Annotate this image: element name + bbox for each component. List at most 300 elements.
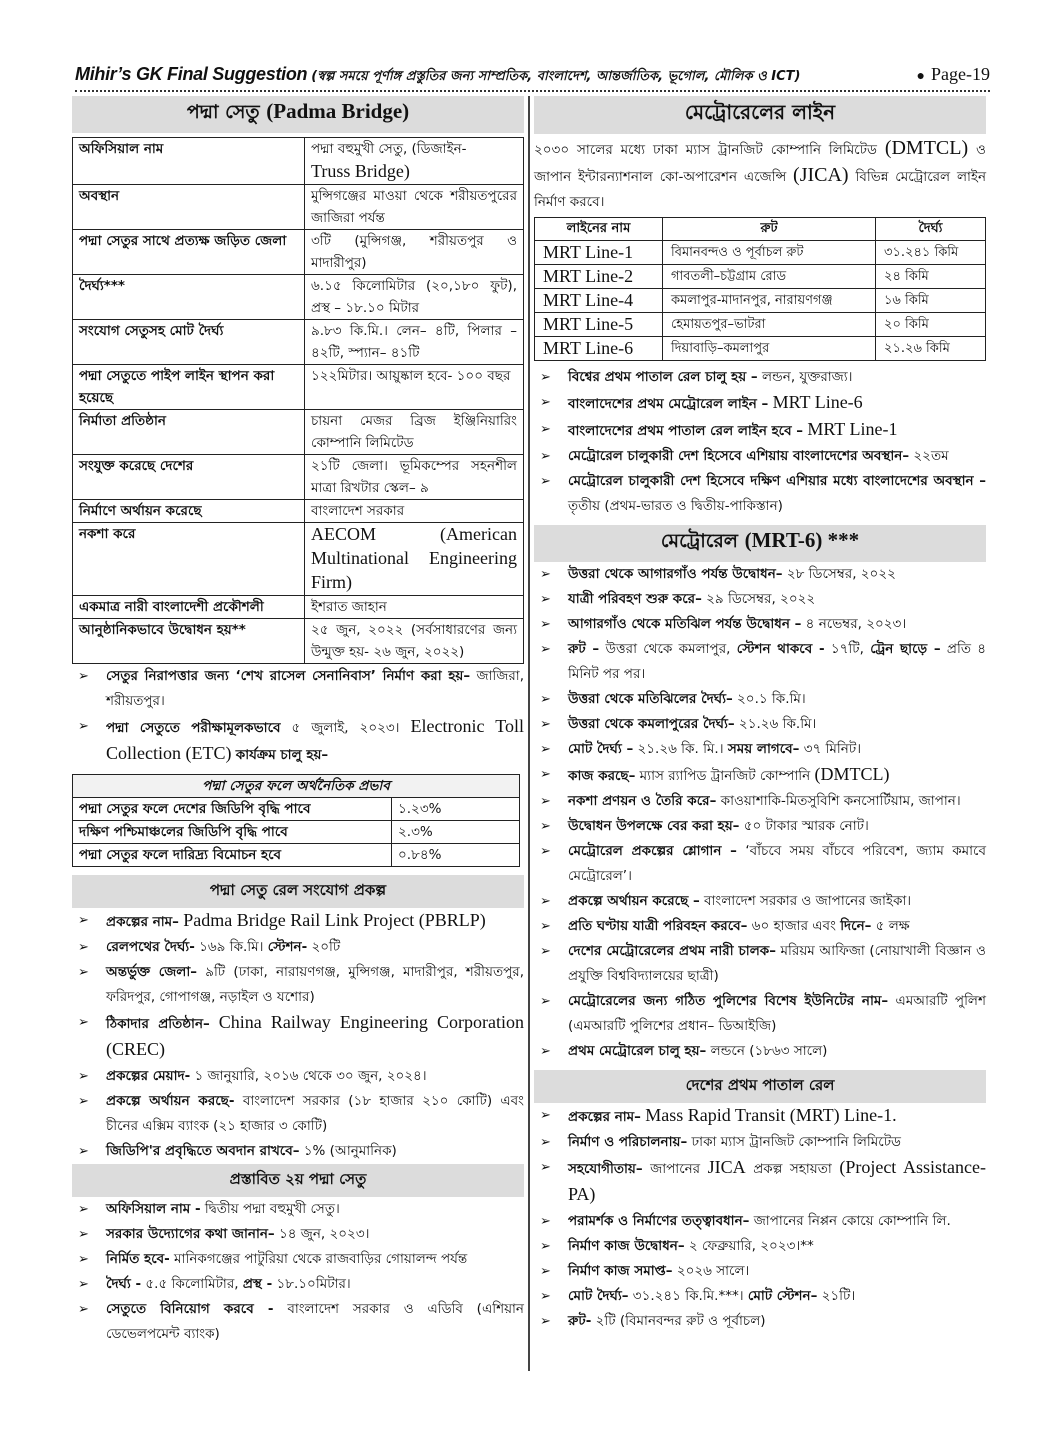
arrowhead-right-icon: ➢: [540, 742, 551, 757]
list-item: [534, 989, 986, 1039]
item-label: উত্তরা থেকে মতিঝিলের দৈর্ঘ্য–: [568, 691, 733, 707]
table-row: [73, 619, 524, 664]
header-title: [75, 64, 800, 88]
item-value: ২১.২৬ কি. মি.।: [637, 741, 724, 757]
arrowhead-right-icon: ➢: [540, 1314, 551, 1329]
item-label: নির্মাণ কাজ সমাপ্ত–: [568, 1263, 673, 1279]
title-en: (MRT-6) ***: [744, 528, 860, 552]
row-label: নির্মাতা প্রতিষ্ঠান: [73, 410, 305, 455]
item-value: MRT Line-1: [807, 419, 898, 439]
item-label: উদ্বোধন উপলক্ষে বের করা হয়–: [568, 818, 740, 834]
list-item: [72, 935, 524, 960]
table-row: [535, 337, 986, 361]
arrowhead-right-icon: ➢: [540, 642, 551, 657]
item-label: কার্যক্রম চালু হয়–: [235, 747, 329, 763]
line-route: বিমানবন্দও ও পূর্বাচল রুট: [663, 241, 876, 265]
table-caption-row: [73, 775, 520, 798]
item-value: দ্বিতীয় পদ্মা বহুমুখী সেতু।: [204, 1201, 340, 1217]
impact-value: ১.২৩%: [392, 798, 520, 821]
line-name: MRT Line-5: [535, 313, 663, 337]
list-item: [72, 1272, 524, 1297]
line-length: ৩১.২৪১ কিমি: [876, 241, 986, 265]
item-value: বাংলাদেশ সরকার (১৮ হাজার ২১০ কোটি) এবং চীনের এক্সিম ব্যাংক (২১ হাজার ৩ কোটি): [106, 1093, 524, 1134]
item-value: জাপানের: [650, 1161, 701, 1177]
item-label: প্রতি ঘণ্টায় যাত্রী পরিবহন করবে–: [568, 918, 748, 934]
arrowhead-right-icon: ➢: [540, 844, 551, 859]
item-value: ৫ লক্ষ: [875, 918, 910, 934]
item-label: কাজ করছে–: [568, 768, 636, 784]
arrowhead-right-icon: ➢: [540, 1160, 551, 1175]
item-label: ট্রেন ছাড়ে –: [870, 641, 941, 657]
item-label: প্রকল্পের নাম–: [106, 914, 179, 930]
right-column: [534, 96, 986, 1334]
item-label: দৈর্ঘ্য -: [106, 1276, 142, 1292]
mrt6-bullets: [534, 562, 986, 1064]
row-value: [305, 320, 524, 365]
table-row: [535, 289, 986, 313]
item-label: অফিসিয়াল নাম -: [106, 1201, 201, 1217]
item-value: প্রকল্প সহায়তা: [753, 1161, 832, 1177]
list-item: [72, 714, 524, 768]
arrowhead-right-icon: ➢: [540, 1108, 551, 1123]
list-item: [72, 1197, 524, 1222]
second-padma-bullets: [72, 1197, 524, 1347]
table-row: [73, 596, 524, 619]
list-item: [534, 1309, 986, 1334]
item-label: নির্মাণ ও পরিচালনায়–: [568, 1134, 688, 1150]
arrowhead-right-icon: ➢: [540, 1044, 551, 1059]
arrowhead-right-icon: ➢: [540, 449, 551, 464]
item-label: অন্তর্ভুক্ত জেলা–: [106, 964, 198, 980]
item-value: ২৮ ডিসেম্বর, ২০২২: [786, 566, 896, 582]
item-label: বিশ্বের প্রথম পাতাল রেল চালু হয় –: [568, 369, 758, 385]
impact-value: ০.৮৪%: [392, 844, 520, 867]
item-label: বাংলাদেশের প্রথম পাতাল রেল লাইন হবে –: [568, 423, 804, 439]
arrowhead-right-icon: ➢: [540, 1289, 551, 1304]
arrowhead-right-icon: ➢: [540, 819, 551, 834]
list-item: [534, 789, 986, 814]
item-value: কাওয়াশাকি-মিতসুবিশি কনসোর্টিয়াম, জাপান।: [720, 793, 961, 809]
item-value: (Project Assistance- PA): [568, 1157, 987, 1204]
arrowhead-right-icon: ➢: [78, 1069, 89, 1084]
arrowhead-right-icon: ➢: [78, 940, 89, 955]
item-label: সেতুর নিরাপত্তার জন্য ‘শেখ রাসেল সেনানিবাস’ নির্মাণ করা হয়–: [106, 668, 471, 684]
row-value: [305, 410, 524, 455]
impact-caption: পদ্মা সেতুর ফলে অর্থনৈতিক প্রভাব: [73, 775, 520, 798]
list-item: [72, 1222, 524, 1247]
padma-info-table: [72, 137, 524, 664]
item-label: আগারগাঁও থেকে মতিঝিল পর্যন্ত উদ্বোধন –: [568, 616, 802, 632]
list-item: [72, 1089, 524, 1139]
value-text: পদ্মা বহুমুখী সেতু, (ডিজাইন-: [311, 141, 467, 157]
item-value: জাজিরা, শরীয়তপুর।: [106, 668, 525, 709]
item-label: প্রকল্পে অর্থায়ন করছে-: [106, 1093, 235, 1109]
list-item: [534, 469, 986, 519]
arrowhead-right-icon: ➢: [540, 919, 551, 934]
item-label: যাত্রী পরিবহণ শুরু করে–: [568, 591, 702, 607]
table-row: [73, 455, 524, 500]
arrowhead-right-icon: ➢: [540, 567, 551, 582]
arrowhead-right-icon: ➢: [540, 474, 551, 489]
intro-dmtcl: (DMTCL): [884, 137, 969, 159]
list-item: [534, 939, 986, 989]
item-value: ৬০ হাজার এবং: [751, 918, 836, 934]
intro-text: ও জাপান ইন্টারন্যাশনাল কো-অপারেশন এজেন্সি: [534, 142, 986, 185]
row-label: দৈর্ঘ্য***: [73, 275, 305, 320]
row-label: সংযোগ সেতুসহ মোট দৈর্ঘ্য: [73, 320, 305, 365]
list-item: [72, 1064, 524, 1089]
impact-label: পদ্মা সেতুর ফলে দেশের জিডিপি বৃদ্ধি পাবে: [73, 798, 392, 821]
table-row: [73, 185, 524, 230]
metro-line-bullets: [534, 365, 986, 519]
item-value: ৯টি (ঢাকা, নারায়ণগঞ্জ, মুন্সিগঞ্জ, মাদারীপুর, শরীয়তপুর, ফরিদপুর, গোপাগঞ্জ, নড়াইল ও যশোর): [106, 964, 525, 1005]
list-item: [534, 1103, 986, 1130]
item-label: মেট্রোরেল চালুকারী দেশ হিসেবে এশিয়ায় বাংলাদেশের অবস্থান–: [568, 448, 910, 464]
list-item: [534, 637, 986, 687]
line-length: ২৪ কিমি: [876, 265, 986, 289]
row-value: [305, 185, 524, 230]
item-label: মোট স্টেশন–: [747, 1288, 818, 1304]
item-value: তৃতীয় (প্রথম-ভারত ও দ্বিতীয়-পাকিস্তান): [568, 498, 783, 514]
arrowhead-right-icon: ➢: [540, 944, 551, 959]
value-text: ৩টি (মুন্সিগঞ্জ, শরীয়তপুর ও মাদারীপুর): [311, 233, 517, 271]
table-row: [535, 241, 986, 265]
mrt-lines-table: [534, 217, 986, 361]
item-label: প্রকল্পের মেয়াদ-: [106, 1068, 191, 1084]
metro-intro: [534, 136, 986, 215]
item-value: উত্তরা থেকে কমলাপুর,: [605, 641, 731, 657]
arrowhead-right-icon: ➢: [540, 1135, 551, 1150]
arrowhead-right-icon: ➢: [540, 617, 551, 632]
list-item: [534, 737, 986, 762]
table-row: [535, 313, 986, 337]
line-name: MRT Line-1: [535, 241, 663, 265]
table-row: [73, 798, 520, 821]
list-item: [534, 1234, 986, 1259]
section-title-second-padma: প্রস্তাবিত ২য় পদ্মা সেতু: [72, 1164, 524, 1197]
item-label: মোট দৈর্ঘ্য–: [568, 1288, 629, 1304]
title-bn: পদ্মা সেতু: [186, 101, 260, 123]
item-value: মরিয়ম আফিজা (নোয়াখালী বিজ্ঞান ও প্রযুক্তি বিশ্ববিদ্যালয়ের ছাত্রী): [568, 943, 986, 984]
table-row: [73, 821, 520, 844]
list-item: [534, 365, 986, 390]
row-value: [305, 596, 524, 619]
row-label: নির্মাণে অর্থায়ন করেছে: [73, 500, 305, 523]
list-item: [72, 1010, 524, 1064]
item-label: রেলপথের দৈর্ঘ্য-: [106, 939, 195, 955]
item-value: ১৭টি,: [830, 641, 864, 657]
item-value: ১ জানুয়ারি, ২০১৬ থেকে ৩০ জুন, ২০২৪।: [194, 1068, 427, 1084]
value-text: ৯.৮৩ কি.মি.। লেন– ৪টি, পিলার – ৪২টি, স্প্যান– ৪১টি: [311, 323, 517, 361]
row-label: অবস্থান: [73, 185, 305, 230]
line-route: গাবতলী–চট্টগ্রাম রোড: [663, 265, 876, 289]
list-item: [534, 1039, 986, 1064]
row-value: [305, 523, 524, 596]
value-text: বাংলাদেশ সরকার: [311, 503, 405, 519]
impact-value: ২.৩%: [392, 821, 520, 844]
section-title-padma-bridge: [72, 96, 524, 133]
arrowhead-right-icon: ➢: [540, 395, 551, 410]
item-label: প্রকল্পে অর্থায়ন করেছে –: [568, 893, 700, 909]
intro-text: ২০৩০ সালের মধ্যে ঢাকা ম্যাস ট্রানজিট কোম্পানি লিমিটেড: [534, 142, 877, 158]
item-value: ৫.৫ কিলোমিটার,: [145, 1276, 239, 1292]
arrowhead-right-icon: ➢: [78, 719, 89, 734]
item-label: সময় লাগবে–: [727, 741, 800, 757]
item-label: পরামর্শক ও নির্মাণের তত্ত্বাবধান–: [568, 1213, 750, 1229]
item-label: নির্মিত হবে-: [106, 1251, 170, 1267]
arrowhead-right-icon: ➢: [78, 1094, 89, 1109]
arrowhead-right-icon: ➢: [540, 717, 551, 732]
list-item: [534, 587, 986, 612]
row-label: পদ্মা সেতুতে পাইপ লাইন স্থাপন করা হয়েছে: [73, 365, 305, 410]
arrowhead-right-icon: ➢: [78, 1227, 89, 1242]
item-value: JICA: [707, 1157, 746, 1177]
line-name: MRT Line-6: [535, 337, 663, 361]
underground-bullets: [534, 1103, 986, 1334]
table-header-row: [535, 218, 986, 241]
line-name: MRT Line-4: [535, 289, 663, 313]
item-value: ২টি (বিমানবন্দর রুট ও পূর্বাচল): [595, 1313, 766, 1329]
item-label: মেট্রোরেল চালুকারী দেশ হিসেবে দক্ষিণ এশিয়ার মধ্যে বাংলাদেশের অবস্থান –: [568, 473, 986, 489]
item-label: দিনে–: [840, 918, 872, 934]
list-item: [534, 390, 986, 417]
line-length: ১৬ কিমি: [876, 289, 986, 313]
value-text: মুন্সিগঞ্জের মাওয়া থেকে শরীয়তপুরের জাজিরা পর্যন্ত: [311, 188, 517, 226]
table-row: [73, 230, 524, 275]
item-value: জাপানের নিপ্পন কোয়ে কোম্পানি লি.: [753, 1213, 951, 1229]
list-item: [72, 664, 524, 714]
item-label: বাংলাদেশের প্রথম মেট্রোরেল লাইন –: [568, 396, 769, 412]
item-value: ১% (আনুমানিক): [303, 1143, 397, 1159]
list-item: [534, 839, 986, 889]
line-route: হেমায়তপুর–ভাটরা: [663, 313, 876, 337]
arrowhead-right-icon: ➢: [540, 422, 551, 437]
item-value: ১৮.১০মিটার।: [276, 1276, 351, 1292]
arrowhead-right-icon: ➢: [540, 1239, 551, 1254]
arrowhead-right-icon: ➢: [540, 1214, 551, 1229]
item-value: ঢাকা ম্যাস ট্রানজিট কোম্পানি লিমিটেড: [691, 1134, 901, 1150]
item-value: ২০টি: [311, 939, 341, 955]
item-label: ঠিকাদার প্রতিষ্ঠান–: [106, 1016, 210, 1032]
column-divider: [528, 96, 530, 1371]
item-value: ৩১.২৪১ কি.মি.***।: [632, 1288, 744, 1304]
row-label: সংযুক্ত করেছে দেশের: [73, 455, 305, 500]
list-item: [72, 960, 524, 1010]
arrowhead-right-icon: ➢: [78, 1252, 89, 1267]
row-label: অফিসিয়াল নাম: [73, 138, 305, 185]
item-label: সেতুতে বিনিয়োগ করবে -: [106, 1301, 274, 1317]
item-value: ৫ জুলাই, ২০২৩।: [291, 720, 400, 736]
arrowhead-right-icon: ➢: [78, 1015, 89, 1030]
item-label: সরকার উদ্যোগের কথা জানান–: [106, 1226, 275, 1242]
page-header: [75, 64, 990, 92]
table-row: [73, 523, 524, 596]
value-text: ইশরাত জাহান: [311, 599, 387, 615]
item-label: রুট-: [568, 1313, 592, 1329]
item-value: ‘বাঁচবে সময় বাঁচবে পরিবেশ, জ্যাম কমাবে মেট্রোরেল’।: [568, 843, 986, 884]
list-item: [534, 889, 986, 914]
row-label: একমাত্র নারী বাংলাদেশী প্রকৌশলী: [73, 596, 305, 619]
list-item: [72, 1297, 524, 1347]
list-item: [534, 687, 986, 712]
arrowhead-right-icon: ➢: [540, 1264, 551, 1279]
item-value: (DMTCL): [814, 764, 890, 784]
item-value: ২০.১ কি.মি।: [737, 691, 806, 707]
impact-label: দক্ষিণ পশ্চিমাঞ্চলের জিডিপি বৃদ্ধি পাবে: [73, 821, 392, 844]
list-item: [534, 1259, 986, 1284]
item-label: উত্তরা থেকে আগারগাঁও পর্যন্ত উদ্বোধন–: [568, 566, 783, 582]
table-row: [73, 138, 524, 185]
arrowhead-right-icon: ➢: [540, 592, 551, 607]
header-subtitle: (স্বল্প সময়ে পূর্ণাঙ্গ প্রস্তুতির জন্য সাম্প্রতিক, বাংলাদেশ, আন্তর্জাতিক, ভূগোল, মৌলিক ও ICT): [311, 69, 801, 84]
item-value: ৫০ টাকার স্মারক নোট।: [743, 818, 869, 834]
list-item: [534, 612, 986, 637]
item-value: প্রতি ৪ মিনিট পর পর।: [568, 641, 987, 682]
item-label: নকশা প্রণয়ন ও তৈরি করে–: [568, 793, 717, 809]
arrowhead-right-icon: ➢: [78, 913, 89, 928]
item-value: ৩৭ মিনিট।: [803, 741, 862, 757]
item-value: ২২তম: [913, 448, 949, 464]
title-bn: মেট্রোরেল: [660, 530, 738, 552]
item-label: মেট্রোরেল প্রকল্পের শ্লোগান –: [568, 843, 737, 859]
row-value: [305, 230, 524, 275]
item-value: Mass Rapid Transit (MRT) Line-1.: [645, 1105, 897, 1125]
section-title-mrt6: [534, 525, 986, 562]
table-row: [73, 365, 524, 410]
intro-text: বিভিন্ন মেট্রোরেল লাইন নির্মাণ করবে।: [534, 169, 987, 210]
item-value: ১৬৯ কি.মি।: [199, 939, 264, 955]
item-label: নির্মাণ কাজ উদ্বোধন–: [568, 1238, 685, 1254]
item-label: উত্তরা থেকে কমলাপুরের দৈর্ঘ্য–: [568, 716, 735, 732]
left-column: [72, 96, 524, 1347]
item-label: রুট –: [568, 641, 600, 657]
item-value: ৪ নভেম্বর, ২০২৩।: [805, 616, 907, 632]
item-value: মানিকগঞ্জের পাটুরিয়া থেকে রাজবাড়ির গোয়ালন্দ পর্যন্ত: [174, 1251, 468, 1267]
item-value: লন্ডনে (১৮৬৩ সালে): [710, 1043, 828, 1059]
row-value: [305, 138, 524, 185]
item-label: স্টেশন থাকবে -: [736, 641, 825, 657]
arrowhead-right-icon: ➢: [78, 1202, 89, 1217]
table-row: [73, 410, 524, 455]
table-row: [73, 320, 524, 365]
section-title-rail-link: পদ্মা সেতু রেল সংযোগ প্রকল্প: [72, 875, 524, 908]
row-value: [305, 500, 524, 523]
list-item: [534, 417, 986, 444]
list-item: [534, 914, 986, 939]
title-en: (Padma Bridge): [266, 99, 410, 123]
row-value: [305, 365, 524, 410]
padma-bullets: [72, 664, 524, 768]
page-number: [917, 64, 990, 85]
column-header: দৈর্ঘ্য: [876, 218, 986, 241]
rail-link-bullets: [72, 908, 524, 1164]
item-value: ম্যাস র‍্যাপিড ট্রানজিট কোম্পানি: [639, 768, 811, 784]
item-value: MRT Line-6: [772, 392, 863, 412]
item-value: এমআরটি পুলিশ (এমআরটি পুলিশের প্রধান– ডিআইজি): [568, 993, 986, 1034]
row-label: পদ্মা সেতুর সাথে প্রত্যক্ষ জড়িত জেলা: [73, 230, 305, 275]
list-item: [534, 1284, 986, 1309]
arrowhead-right-icon: ➢: [540, 692, 551, 707]
item-value: ২ ফেব্রুয়ারি, ২০২৩।**: [688, 1238, 814, 1254]
arrowhead-right-icon: ➢: [78, 965, 89, 980]
item-value: বাংলাদেশ সরকার ও এডিবি (এশিয়ান ডেভেলপমেন্ট ব্যাংক): [106, 1301, 524, 1342]
list-item: [534, 1130, 986, 1155]
item-value: China Railway Engineering Corporation (CREC): [106, 1012, 525, 1059]
value-text: চায়না মেজর ব্রিজ ইঞ্জিনিয়ারিং কোম্পানি লিমিটেড: [311, 413, 517, 451]
item-label: প্রথম মেট্রোরেল চালু হয়–: [568, 1043, 707, 1059]
arrowhead-right-icon: ➢: [540, 794, 551, 809]
table-row: [73, 844, 520, 867]
item-value: ২৯ ডিসেম্বর, ২০২২: [706, 591, 816, 607]
value-text: ৬.১৫ কিলোমিটার (২০,১৮০ ফুট), প্রস্থ – ১৮.১০ মিটার: [311, 278, 517, 316]
value-text: ২১টি জেলা। ভূমিকম্পের সহনশীল মাত্রা রিখটার স্কেল– ৯: [311, 458, 517, 496]
line-name: MRT Line-2: [535, 265, 663, 289]
item-label: সহযোগীতায়–: [568, 1161, 643, 1177]
list-item: [534, 814, 986, 839]
line-length: ২০ কিমি: [876, 313, 986, 337]
value-en: Truss Bridge): [311, 161, 410, 181]
bullet-dot-icon: ●: [916, 69, 926, 84]
list-item: [534, 1209, 986, 1234]
line-route: দিয়াবাড়ি–কমলাপুর: [663, 337, 876, 361]
row-label: আনুষ্ঠানিকভাবে উদ্বোধন হয়**: [73, 619, 305, 664]
list-item: [72, 1247, 524, 1272]
row-label: নকশা করে: [73, 523, 305, 596]
item-label: মোট দৈর্ঘ্য –: [568, 741, 634, 757]
impact-label: পদ্মা সেতুর ফলে দারিদ্র্য বিমোচন হবে: [73, 844, 392, 867]
item-value: ২০২৬ সালে।: [676, 1263, 750, 1279]
item-value: ১৪ জুন, ২০২৩।: [278, 1226, 370, 1242]
item-value: বাংলাদেশ সরকার ও জাপানের জাইকা।: [704, 893, 912, 909]
item-value: লন্ডন, যুক্তরাজ্য।: [761, 369, 853, 385]
item-label: প্রস্থ -: [242, 1276, 273, 1292]
list-item: [534, 1155, 986, 1209]
list-item: [534, 562, 986, 587]
page-label: Page-19: [931, 64, 990, 84]
arrowhead-right-icon: ➢: [78, 1144, 89, 1159]
economic-impact-table: [72, 774, 520, 867]
item-label: স্টেশন-: [267, 939, 308, 955]
table-row: [73, 275, 524, 320]
brand-title: Mihir’s GK Final Suggestion: [75, 64, 308, 84]
row-value: [305, 275, 524, 320]
intro-jica: (JICA): [793, 164, 849, 186]
list-item: [534, 712, 986, 737]
item-value: ২১.২৬ কি.মি।: [738, 716, 817, 732]
item-label: মেট্রোরেলের জন্য গঠিত পুলিশের বিশেষ ইউনিটের নাম–: [568, 993, 889, 1009]
value-en: AECOM (American Multinational Engineering Firm): [311, 524, 517, 592]
line-route: কমলাপুর-মাদানপুর, নারায়ণগঞ্জ: [663, 289, 876, 313]
item-label: জিডিপি'র প্রবৃদ্ধিতে অবদান রাখবে–: [106, 1143, 300, 1159]
value-text: ২৫ জুন, ২০২২ (সর্বসাধারণের জন্য উন্মুক্ত হয়- ২৬ জুন, ২০২২): [311, 622, 517, 660]
list-item: [72, 1139, 524, 1164]
column-header: রুট: [663, 218, 876, 241]
row-value: [305, 619, 524, 664]
column-header: লাইনের নাম: [535, 218, 663, 241]
row-value: [305, 455, 524, 500]
item-label: প্রকল্পের নাম–: [568, 1109, 641, 1125]
list-item: [534, 444, 986, 469]
list-item: [72, 908, 524, 935]
section-title-metro-lines: মেট্রোরেলের লাইন: [534, 96, 986, 134]
arrowhead-right-icon: ➢: [78, 1302, 89, 1317]
table-row: [535, 265, 986, 289]
section-title-underground-rail: দেশের প্রথম পাতাল রেল: [534, 1070, 986, 1103]
arrowhead-right-icon: ➢: [540, 767, 551, 782]
item-value: Padma Bridge Rail Link Project (PBRLP): [183, 910, 486, 930]
item-value: Electronic Toll Collection (ETC): [106, 716, 525, 763]
value-text: ১২২মিটার। আয়ুষ্কাল হবে- ১০০ বছর: [311, 368, 511, 384]
